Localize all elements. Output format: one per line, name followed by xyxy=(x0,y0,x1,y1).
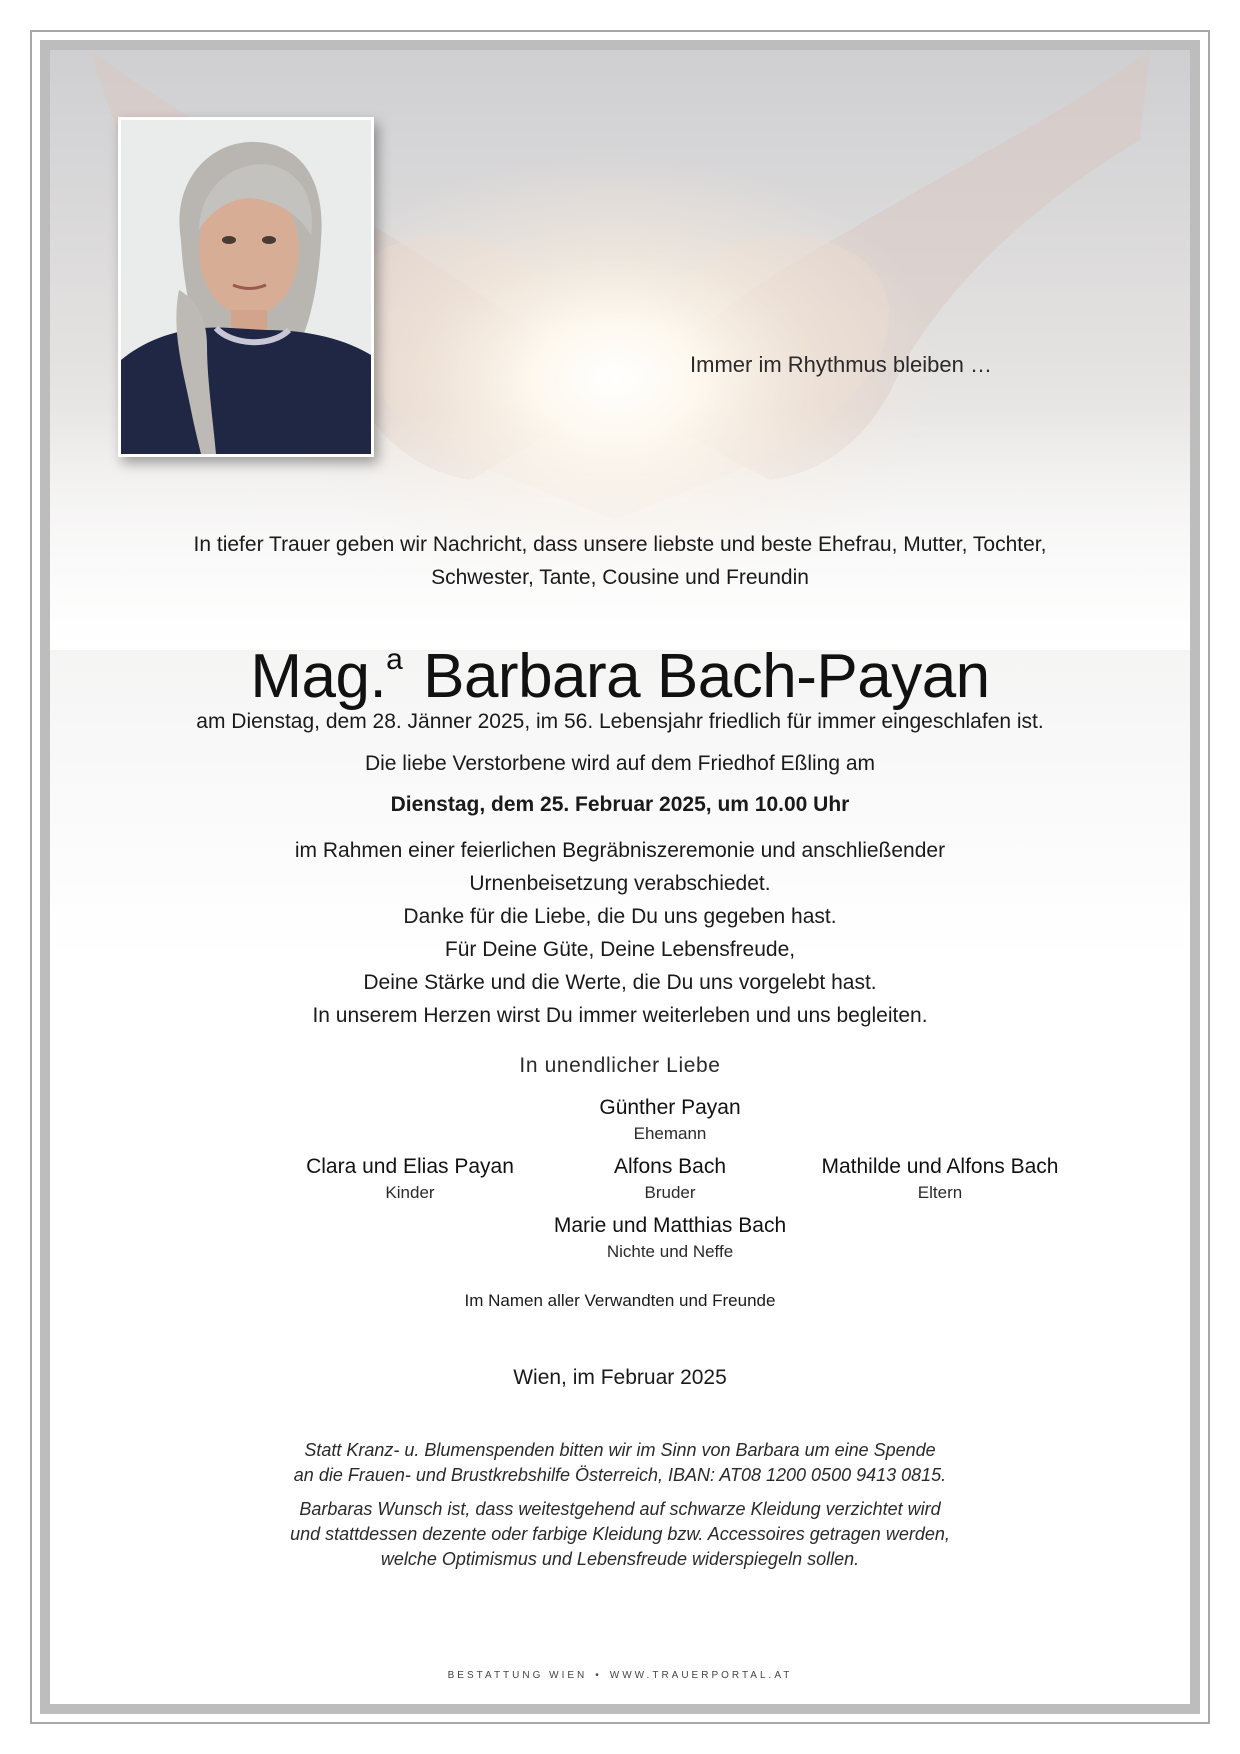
footer xyxy=(50,1670,1190,1681)
footer-company: BESTATTUNG WIEN xyxy=(447,1670,588,1681)
relative-name: Clara und Elias Payan xyxy=(306,1155,514,1178)
deceased-name xyxy=(50,624,1190,713)
place-date: Wien, im Februar 2025 xyxy=(513,1366,727,1389)
deceased-title: Mag. xyxy=(250,642,387,711)
clothing-line: welche Optimismus und Lebensfreude widerspiegeln sollen. xyxy=(380,1549,860,1569)
poem-line: Deine Stärke und die Werte, die Du uns vorgelebt hast. xyxy=(363,971,877,994)
intro-line: Schwester, Tante, Cousine und Freundin xyxy=(431,566,809,589)
intro-text xyxy=(50,528,1190,594)
relative-role: Ehemann xyxy=(633,1124,707,1143)
burial-line: Die liebe Verstorbene wird auf dem Friedhof Eßling am xyxy=(364,752,876,775)
relative-entry xyxy=(510,1214,830,1262)
ceremony-line: Urnenbeisetzung verabschiedet. xyxy=(469,872,771,895)
relative-entry xyxy=(510,1096,830,1144)
ceremony-line: im Rahmen einer feierlichen Begräbniszeremonie und anschließender xyxy=(294,839,946,862)
clothing-line: und stattdessen dezente oder farbige Kleidung bzw. Accessoires getragen werden, xyxy=(290,1524,950,1544)
relative-role: Bruder xyxy=(644,1183,696,1202)
portrait-photo xyxy=(121,120,371,454)
relative-role: Kinder xyxy=(385,1183,435,1202)
relative-name: Alfons Bach xyxy=(613,1155,727,1178)
relative-name: Günther Payan xyxy=(599,1096,741,1119)
love-heading: In unendlicher Liebe xyxy=(519,1054,721,1077)
burial-date: Dienstag, dem 25. Februar 2025, um 10.00 Uhr xyxy=(390,793,850,816)
obituary-sheet xyxy=(50,50,1190,1704)
portrait-frame xyxy=(118,117,374,457)
relative-name: Marie und Matthias Bach xyxy=(553,1214,787,1237)
death-line: am Dienstag, dem 28. Jänner 2025, im 56. Lebensjahr friedlich für immer eingeschlafen ist. xyxy=(196,710,1044,733)
ceremony-text xyxy=(50,834,1190,900)
donation-line: an die Frauen- und Brustkrebshilfe Österreich, IBAN: AT08 1200 0500 9413 0815. xyxy=(293,1465,947,1485)
poem-line: Danke für die Liebe, die Du uns gegeben hast. xyxy=(403,905,837,928)
footer-separator: • xyxy=(595,1670,602,1681)
relative-role: Nichte und Neffe xyxy=(606,1242,734,1261)
poem-line: In unserem Herzen wirst Du immer weiterleben und uns begleiten. xyxy=(312,1004,928,1027)
poem-line: Für Deine Güte, Deine Lebensfreude, xyxy=(444,938,796,961)
clothing-note xyxy=(50,1497,1190,1572)
deceased-fullname: Barbara Bach-Payan xyxy=(423,642,990,711)
deceased-title-sup: a xyxy=(386,643,403,676)
motto: Immer im Rhythmus bleiben … xyxy=(690,352,992,377)
intro-line: In tiefer Trauer geben wir Nachricht, dass unsere liebste und beste Ehefrau, Mutter, Tochter, xyxy=(193,533,1047,556)
footer-website-link[interactable]: WWW.TRAUERPORTAL.AT xyxy=(609,1670,793,1681)
relative-name: Mathilde und Alfons Bach xyxy=(821,1155,1059,1178)
donation-note xyxy=(50,1438,1190,1488)
clothing-line: Barbaras Wunsch ist, dass weitestgehend auf schwarze Kleidung verzichtet wird xyxy=(299,1499,941,1519)
relative-role: Eltern xyxy=(917,1183,963,1202)
relative-entry xyxy=(780,1155,1100,1203)
donation-line: Statt Kranz- u. Blumenspenden bitten wir im Sinn von Barbara um eine Spende xyxy=(304,1440,936,1460)
relatives-note: Im Namen aller Verwandten und Freunde xyxy=(464,1291,776,1310)
poem xyxy=(50,900,1190,1032)
